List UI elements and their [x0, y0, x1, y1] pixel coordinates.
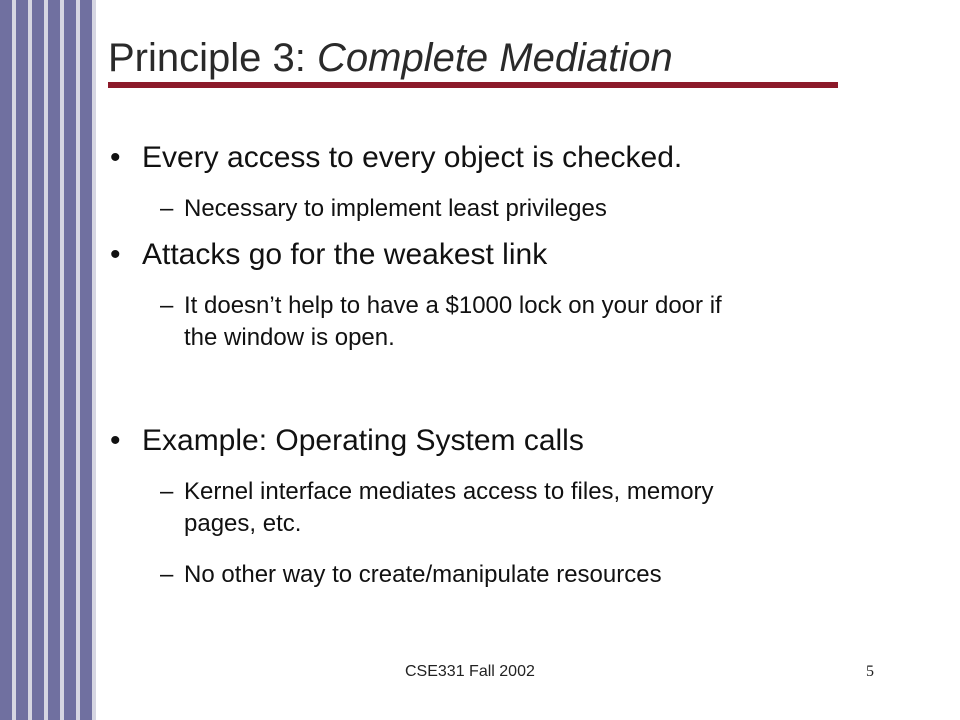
sub-bullet-text: No other way to create/manipulate resources: [184, 561, 662, 588]
bullet-item: [110, 423, 584, 459]
sub-bullet-text: Kernel interface mediates access to files, memory pages, etc.: [184, 478, 714, 537]
sub-bullet-item: [160, 476, 744, 540]
footer-label: CSE331 Fall 2002: [405, 663, 535, 680]
sub-bullet-item: [160, 559, 662, 591]
bullet-text: Every access to every object is checked.: [142, 141, 683, 174]
bullet-marker: •: [110, 238, 121, 271]
bullet-text: Example: Operating System calls: [142, 424, 584, 457]
bullet-item: [110, 237, 547, 273]
sub-bullet-marker: –: [160, 292, 174, 319]
sub-bullet-text: Necessary to implement least privileges: [184, 195, 607, 222]
sub-bullet-text: It doesn’t help to have a $1000 lock on your door if the window is open.: [184, 292, 722, 351]
bullet-item: [110, 140, 682, 176]
page-number: 5: [866, 663, 874, 680]
title-plain: Principle 3:: [108, 36, 317, 80]
sub-bullet-marker: –: [160, 478, 174, 505]
sub-bullet-marker: –: [160, 195, 174, 222]
sub-bullet-marker: –: [160, 561, 174, 588]
bullet-marker: •: [110, 424, 121, 457]
bullet-marker: •: [110, 141, 121, 174]
title-emphasis: Complete Mediation: [316, 36, 673, 80]
sub-bullet-item: [160, 193, 607, 225]
sub-bullet-item: [160, 290, 744, 354]
bullet-text: Attacks go for the weakest link: [142, 238, 548, 271]
